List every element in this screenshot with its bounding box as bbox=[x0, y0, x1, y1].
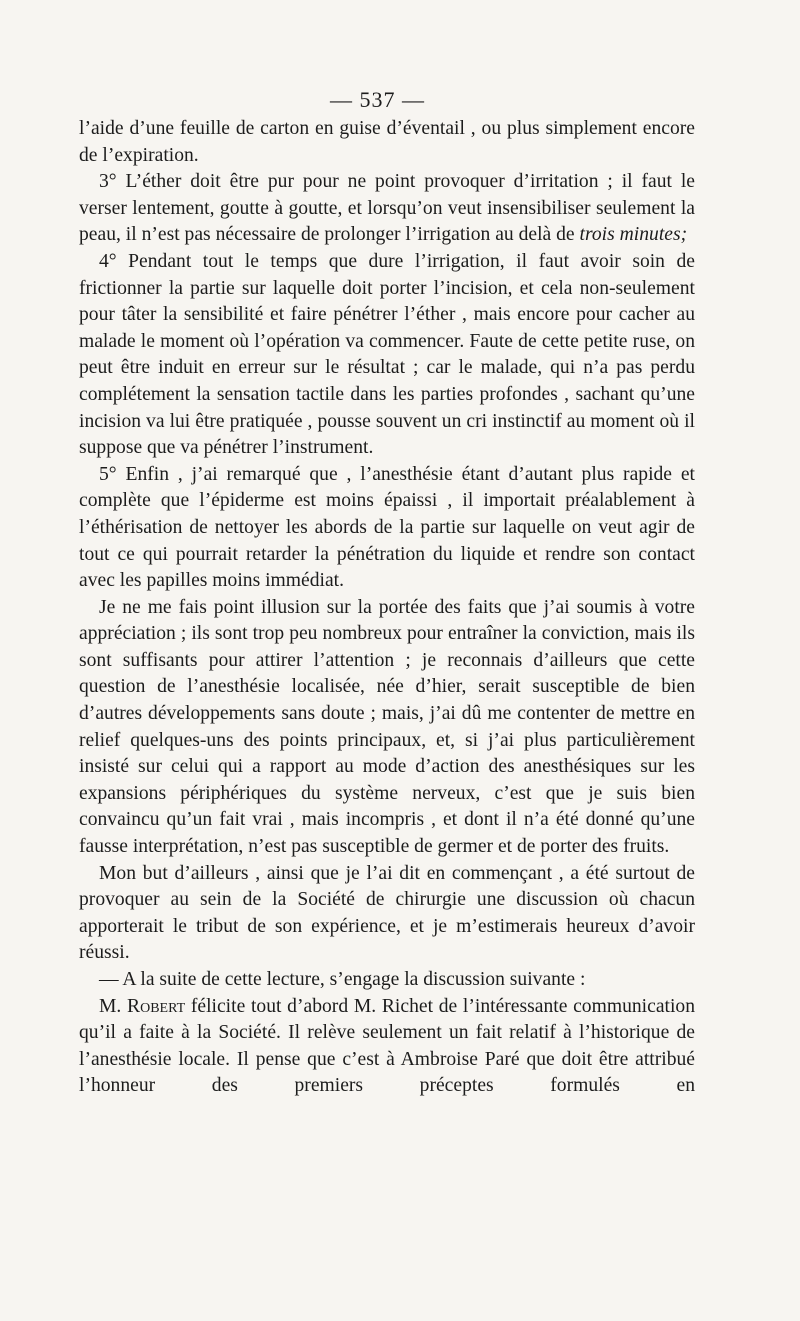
page-number: — 537 — bbox=[330, 87, 425, 112]
paragraph-continuation: l’aide d’une feuille de carton en guise d’éventail , ou plus simplement encore de l’expiration. bbox=[79, 118, 695, 166]
paragraph-robert-response bbox=[79, 994, 695, 1100]
paragraph-point-3 bbox=[79, 169, 695, 249]
speaker-name: M. Robert bbox=[99, 995, 186, 1017]
paragraph-point-4: 4° Pendant tout le temps que dure l’irrigation, il faut avoir soin de frictionner la partie sur laquelle doit porter l’incision, et cela non-seulement pour tâter la sensibilité et faire pénétrer l’éther , mais encore pour cacher au malade le moment où l’opération va commencer. Faute de cette petite ruse, on peut être induit en erreur sur le résultat ; car le malade, qui n’a pas perdu complétement la sensation tactile dans les parties profondes , sachant qu’une incision va lui être pratiquée , pousse souvent un cri instinctif au moment où il suppose que va pénétrer l’instrument. bbox=[79, 250, 695, 459]
robert-response-text: félicite tout d’abord M. Richet de l’intéressante communication qu’il a faite à la Société. Il relève seulement un fait relatif à l’historique de l’anesthésie locale. Il pense que c’est à Ambroise Paré que doit être attribué l’honneur des premiers préceptes formulés en bbox=[79, 995, 695, 1097]
point-3-text: 3° L’éther doit être pur pour ne point provoquer d’irritation ; il faut le verser lentement, goutte à goutte, et lorsqu’on veut insensibiliser seulement la peau, il n’est pas nécessaire de prolonger l’irrigation au delà de bbox=[79, 171, 695, 246]
point-3-emphasis: trois minutes; bbox=[579, 224, 688, 246]
page-text-block bbox=[79, 116, 695, 1100]
paragraph-discussion-intro: — A la suite de cette lecture, s’engage la discussion suivante : bbox=[99, 969, 586, 990]
paragraph-purpose: Mon but d’ailleurs , ainsi que je l’ai dit en commençant , a été surtout de provoquer au sein de la Société de chirurgie une discussion où chacun apporterait le tribut de son expérience, et je m’estimerais heureux d’avoir réussi. bbox=[79, 862, 695, 964]
paragraph-conclusion: Je ne me fais point illusion sur la portée des faits que j’ai soumis à votre appréciation ; ils sont trop peu nombreux pour entraîner la conviction, mais ils sont suffisants pour attirer l’attention ; je reconnais d’ailleurs que cette question de l’anesthésie localisée, née d’hier, serait susceptible de bien d’autres développements sans doute ; mais, j’ai dû me contenter de mettre en relief quelques-uns des points principaux, et, si j’ai plus particulièrement insisté sur celui qui a rapport au mode d’action des anesthésiques sur les expansions périphériques du système nerveux, c’est que je suis bien convaincu qu’un fait vrai , mais incompris , et dont il n’a été donné qu’une fausse interprétation, n’est pas susceptible de germer et de porter des fruits. bbox=[79, 596, 695, 858]
paragraph-point-5: 5° Enfin , j’ai remarqué que , l’anesthésie étant d’autant plus rapide et complète que l’épiderme est moins épaissi , il importait préalablement à l’éthérisation de nettoyer les abords de la partie sur laquelle on veut agir de tout ce qui pourrait retarder la pénétration du liquide et rendre son contact avec les papilles moins immédiat. bbox=[79, 463, 695, 592]
